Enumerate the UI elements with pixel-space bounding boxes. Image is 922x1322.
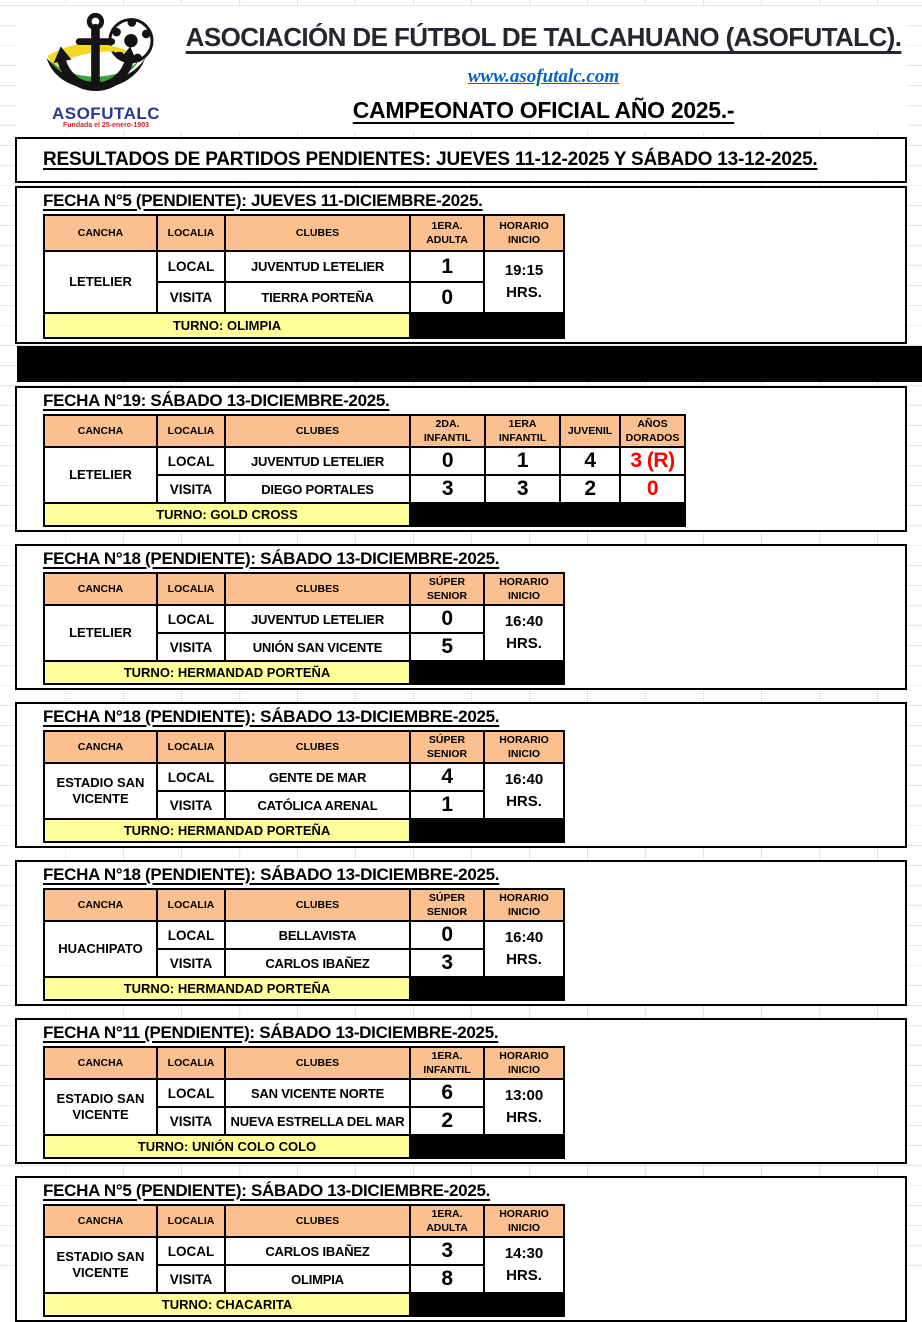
turno-blackout-cell bbox=[410, 661, 564, 684]
local-club: CARLOS IBAÑEZ bbox=[225, 1237, 410, 1265]
results-table bbox=[43, 214, 565, 339]
section-1 bbox=[15, 386, 907, 532]
column-header-cancha: CANCHA bbox=[44, 889, 157, 921]
local-club: SAN VICENTE NORTE bbox=[225, 1079, 410, 1107]
local-club: GENTE DE MAR bbox=[225, 763, 410, 791]
visita-club: NUEVA ESTRELLA DEL MAR bbox=[225, 1107, 410, 1135]
turno-cell: TURNO: UNIÓN COLO COLO bbox=[44, 1135, 410, 1158]
section-2 bbox=[15, 544, 907, 690]
cancha-cell: HUACHIPATO bbox=[44, 921, 157, 977]
cancha-cell: LETELIER bbox=[44, 605, 157, 661]
logo-founded-text: Fundada el 25-enero-1903 bbox=[63, 122, 149, 129]
results-table bbox=[43, 888, 565, 1001]
column-header-horario: HORARIO INICIO bbox=[484, 731, 564, 763]
cancha-cell: ESTADIO SAN VICENTE bbox=[44, 1237, 157, 1293]
column-header-category-0: SÚPER SENIOR bbox=[410, 889, 484, 921]
visita-club: UNIÓN SAN VICENTE bbox=[225, 633, 410, 661]
results-table bbox=[43, 1046, 565, 1159]
local-club: JUVENTUD LETELIER bbox=[225, 605, 410, 633]
column-header-clubes: CLUBES bbox=[225, 889, 410, 921]
column-header-cancha: CANCHA bbox=[44, 1205, 157, 1237]
visita-club: DIEGO PORTALES bbox=[225, 475, 410, 503]
column-header-category-1: 1ERA INFANTIL bbox=[485, 415, 560, 447]
section-heading: FECHA N°5 (PENDIENTE): SÁBADO 13-DICIEMBRE-2025. bbox=[43, 1181, 491, 1200]
horario-cell: 16:40 HRS. bbox=[484, 605, 564, 661]
horario-cell: 14:30 HRS. bbox=[484, 1237, 564, 1293]
main-title-box bbox=[15, 137, 907, 183]
visita-label: VISITA bbox=[157, 949, 225, 977]
local-label: LOCAL bbox=[157, 1079, 225, 1107]
column-header-cancha: CANCHA bbox=[44, 1047, 157, 1079]
visita-score-1: 3 bbox=[485, 475, 560, 503]
local-score-0: 0 bbox=[410, 921, 484, 949]
column-header-localia: LOCALIA bbox=[157, 1047, 225, 1079]
column-header-localia: LOCALIA bbox=[157, 1205, 225, 1237]
association-title: ASOCIACIÓN DE FÚTBOL DE TALCAHUANO (ASOFUTALC). bbox=[185, 22, 902, 52]
column-header-cancha: CANCHA bbox=[44, 731, 157, 763]
visita-score-3: 0 bbox=[620, 475, 685, 503]
black-redaction-band bbox=[17, 346, 922, 382]
main-title-text: RESULTADOS DE PARTIDOS PENDIENTES: JUEVES 11-12-2025 Y SÁBADO 13-12-2025. bbox=[43, 149, 818, 170]
column-header-localia: LOCALIA bbox=[157, 415, 225, 447]
section-heading: FECHA N°18 (PENDIENTE): SÁBADO 13-DICIEMBRE-2025. bbox=[43, 549, 500, 568]
local-score-3: 3 (R) bbox=[620, 447, 685, 475]
turno-blackout-cell bbox=[410, 977, 564, 1000]
column-header-localia: LOCALIA bbox=[157, 731, 225, 763]
visita-label: VISITA bbox=[157, 1265, 225, 1293]
column-header-clubes: CLUBES bbox=[225, 573, 410, 605]
turno-cell: TURNO: CHACARITA bbox=[44, 1293, 410, 1316]
visita-club: CATÓLICA ARENAL bbox=[225, 791, 410, 819]
local-label: LOCAL bbox=[157, 763, 225, 791]
column-header-category-0: 1ERA. ADULTA bbox=[410, 215, 484, 251]
turno-blackout-cell bbox=[410, 819, 564, 842]
column-header-category-3: AÑOS DORADOS bbox=[620, 415, 685, 447]
logo-text: ASOFUTALC bbox=[51, 104, 161, 123]
visita-score-0: 0 bbox=[410, 282, 484, 313]
visita-label: VISITA bbox=[157, 791, 225, 819]
results-table bbox=[43, 414, 686, 527]
local-score-0: 1 bbox=[410, 251, 484, 282]
visita-score-0: 3 bbox=[410, 475, 485, 503]
website-link[interactable]: www.asofutalc.com bbox=[467, 66, 620, 87]
local-club: JUVENTUD LETELIER bbox=[225, 447, 410, 475]
horario-cell: 19:15 HRS. bbox=[484, 251, 564, 313]
column-header-clubes: CLUBES bbox=[225, 1047, 410, 1079]
column-header-clubes: CLUBES bbox=[225, 1205, 410, 1237]
column-header-category-0: 2DA. INFANTIL bbox=[410, 415, 485, 447]
local-label: LOCAL bbox=[157, 447, 225, 475]
visita-score-2: 2 bbox=[560, 475, 620, 503]
visita-score-0: 2 bbox=[410, 1107, 484, 1135]
column-header-cancha: CANCHA bbox=[44, 415, 157, 447]
column-header-cancha: CANCHA bbox=[44, 573, 157, 605]
visita-label: VISITA bbox=[157, 633, 225, 661]
column-header-category-0: SÚPER SENIOR bbox=[410, 573, 484, 605]
results-table bbox=[43, 1204, 565, 1317]
horario-cell: 16:40 HRS. bbox=[484, 921, 564, 977]
section-0 bbox=[15, 186, 907, 344]
visita-club: TIERRA PORTEÑA bbox=[225, 282, 410, 313]
turno-cell: TURNO: GOLD CROSS bbox=[44, 503, 410, 526]
asofutalc-logo bbox=[28, 10, 184, 130]
column-header-category-0: SÚPER SENIOR bbox=[410, 731, 484, 763]
visita-score-0: 8 bbox=[410, 1265, 484, 1293]
logo-graphic bbox=[33, 10, 179, 102]
section-heading: FECHA N°18 (PENDIENTE): SÁBADO 13-DICIEMBRE-2025. bbox=[43, 707, 500, 726]
visita-club: CARLOS IBAÑEZ bbox=[225, 949, 410, 977]
turno-cell: TURNO: OLIMPIA bbox=[44, 313, 410, 338]
section-6 bbox=[15, 1176, 907, 1322]
section-3 bbox=[15, 702, 907, 848]
column-header-clubes: CLUBES bbox=[225, 215, 410, 251]
results-table bbox=[43, 572, 565, 685]
turno-blackout-cell bbox=[410, 503, 685, 526]
column-header-cancha: CANCHA bbox=[44, 215, 157, 251]
section-heading: FECHA N°19: SÁBADO 13-DICIEMBRE-2025. bbox=[43, 391, 390, 410]
column-header-localia: LOCALIA bbox=[157, 215, 225, 251]
local-score-0: 0 bbox=[410, 447, 485, 475]
turno-cell: TURNO: HERMANDAD PORTEÑA bbox=[44, 977, 410, 1000]
column-header-horario: HORARIO INICIO bbox=[484, 573, 564, 605]
local-label: LOCAL bbox=[157, 921, 225, 949]
turno-blackout-cell bbox=[410, 1135, 564, 1158]
local-score-2: 4 bbox=[560, 447, 620, 475]
column-header-horario: HORARIO INICIO bbox=[484, 215, 564, 251]
horario-cell: 16:40 HRS. bbox=[484, 763, 564, 819]
column-header-category-0: 1ERA. ADULTA bbox=[410, 1205, 484, 1237]
section-4 bbox=[15, 860, 907, 1006]
local-label: LOCAL bbox=[157, 251, 225, 282]
column-header-localia: LOCALIA bbox=[157, 889, 225, 921]
sections-container bbox=[15, 186, 907, 1322]
local-label: LOCAL bbox=[157, 1237, 225, 1265]
local-club: BELLAVISTA bbox=[225, 921, 410, 949]
local-score-0: 3 bbox=[410, 1237, 484, 1265]
visita-score-0: 5 bbox=[410, 633, 484, 661]
cancha-cell: ESTADIO SAN VICENTE bbox=[44, 1079, 157, 1135]
turno-cell: TURNO: HERMANDAD PORTEÑA bbox=[44, 661, 410, 684]
local-score-0: 4 bbox=[410, 763, 484, 791]
column-header-horario: HORARIO INICIO bbox=[484, 1205, 564, 1237]
visita-label: VISITA bbox=[157, 282, 225, 313]
section-heading: FECHA N°18 (PENDIENTE): SÁBADO 13-DICIEMBRE-2025. bbox=[43, 865, 500, 884]
local-club: JUVENTUD LETELIER bbox=[225, 251, 410, 282]
column-header-localia: LOCALIA bbox=[157, 573, 225, 605]
column-header-horario: HORARIO INICIO bbox=[484, 1047, 564, 1079]
results-table bbox=[43, 730, 565, 843]
turno-cell: TURNO: HERMANDAD PORTEÑA bbox=[44, 819, 410, 842]
column-header-clubes: CLUBES bbox=[225, 415, 410, 447]
visita-label: VISITA bbox=[157, 475, 225, 503]
local-score-0: 0 bbox=[410, 605, 484, 633]
turno-blackout-cell bbox=[410, 1293, 564, 1316]
visita-score-0: 1 bbox=[410, 791, 484, 819]
header-text-block bbox=[184, 6, 903, 124]
column-header-category-0: 1ERA. INFANTIL bbox=[410, 1047, 484, 1079]
section-5 bbox=[15, 1018, 907, 1164]
horario-cell: 13:00 HRS. bbox=[484, 1079, 564, 1135]
cancha-cell: ESTADIO SAN VICENTE bbox=[44, 763, 157, 819]
visita-score-0: 3 bbox=[410, 949, 484, 977]
visita-label: VISITA bbox=[157, 1107, 225, 1135]
cancha-cell: LETELIER bbox=[44, 447, 157, 503]
local-score-1: 1 bbox=[485, 447, 560, 475]
visita-club: OLIMPIA bbox=[225, 1265, 410, 1293]
column-header-category-2: JUVENIL bbox=[560, 415, 620, 447]
column-header-clubes: CLUBES bbox=[225, 731, 410, 763]
page-header bbox=[16, 6, 907, 132]
section-heading: FECHA N°11 (PENDIENTE): SÁBADO 13-DICIEMBRE-2025. bbox=[43, 1023, 499, 1042]
local-label: LOCAL bbox=[157, 605, 225, 633]
championship-subtitle: CAMPEONATO OFICIAL AÑO 2025.- bbox=[352, 97, 735, 123]
local-score-0: 6 bbox=[410, 1079, 484, 1107]
section-heading: FECHA N°5 (PENDIENTE): JUEVES 11-DICIEMBRE-2025. bbox=[43, 191, 483, 210]
cancha-cell: LETELIER bbox=[44, 251, 157, 313]
column-header-horario: HORARIO INICIO bbox=[484, 889, 564, 921]
results-document bbox=[15, 137, 907, 1322]
turno-blackout-cell bbox=[410, 313, 564, 338]
